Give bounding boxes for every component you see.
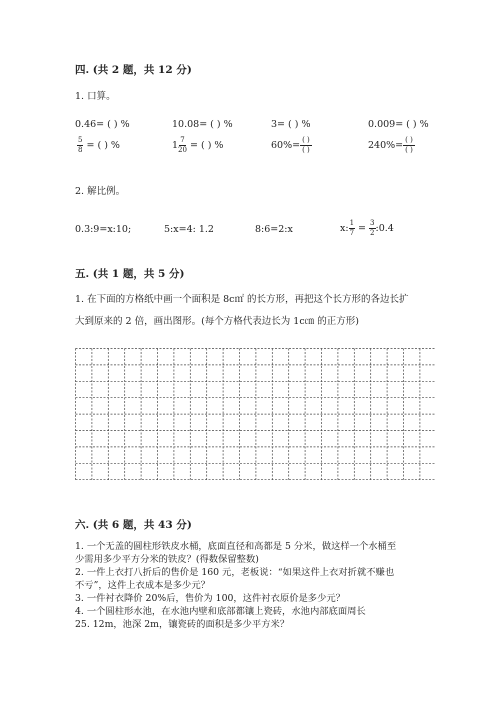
problem-line: 少需用多少平方分米的铁皮？(得数保留整数) (75, 554, 259, 565)
ratio-3: 8:6=2:x (255, 224, 293, 235)
denominator: ( ) (302, 146, 310, 154)
calc-1: 0.46= ( ) % (75, 119, 130, 130)
section5-line1: 1. 在下面的方格纸中画一个面积是 8c㎡ 的长方形，再把这个长方形的各边长扩 (75, 294, 409, 305)
problem-line: 3. 一件衬衣降价 20%后，售价为 100，这件衬衣原价是多少元？ (75, 593, 345, 604)
fraction-blank (403, 137, 415, 154)
section5-line2: 大到原来的 2 倍，画出图形。(每个方格代表边长为 1c㎝ 的正方形) (75, 316, 359, 327)
section4-heading: 四. (共 2 题，共 12 分) (75, 64, 192, 76)
fraction (178, 137, 187, 154)
section6-heading: 六. (共 6 题，共 43 分) (75, 519, 192, 531)
problem-line: 不亏”，这件上衣成本是多少元？ (75, 580, 210, 591)
ratio-4 (340, 220, 394, 237)
denominator: 2 (370, 229, 375, 237)
problem-line: 2. 一件上衣打八折后的售价是 160 元，老板说：“如果这件上衣对折就不赚也 (75, 567, 395, 578)
denominator: 8 (78, 146, 83, 154)
denominator: 7 (349, 229, 355, 237)
calc-6 (172, 137, 223, 154)
q2-title: 2. 解比例。 (75, 186, 126, 197)
ratio-1: 0.3:9=x:10; (75, 224, 132, 235)
numerator: 7 (180, 136, 185, 144)
problem-line: 4. 一个圆柱形水池，在水池内壁和底部都镶上瓷砖，水池内部底面周长 (75, 606, 366, 617)
numerator: 5 (78, 136, 83, 144)
calc-7 (271, 137, 312, 154)
expr-left: 240%= (368, 140, 404, 151)
ratio-2: 5:x=4: 1.2 (164, 224, 214, 235)
calc-2: 10.08= ( ) % (172, 119, 233, 130)
calc-5 (77, 137, 120, 154)
calc-4: 0.009= ( ) % (368, 119, 429, 130)
expr-right: :0.4 (375, 223, 394, 234)
denominator: ( ) (405, 146, 413, 154)
expr-left: 60%= (271, 140, 301, 151)
equals: = (355, 223, 370, 234)
numerator: ( ) (302, 136, 310, 144)
q1-title: 1. 口算。 (75, 91, 116, 102)
expr-rest: = ( ) % (186, 140, 224, 151)
square-grid[interactable] (75, 348, 435, 481)
whole-part: 1 (172, 140, 179, 151)
fraction-blank (300, 137, 312, 154)
problem-line: 1. 一个无盖的圆柱形铁皮水桶，底面直径和高都是 5 分米，做这样一个水桶至 (75, 541, 397, 552)
numerator: 1 (349, 219, 355, 227)
calc-8 (368, 137, 415, 154)
expr-rest: = ( ) % (83, 140, 120, 151)
section5-heading: 五. (共 1 题，共 5 分) (75, 268, 185, 280)
calc-3: 3= ( ) % (271, 119, 311, 130)
problem-line: 25. 12m，池深 2m，镶瓷砖的面积是多少平方米？ (75, 619, 290, 630)
numerator: 3 (370, 219, 375, 227)
word-problems (75, 540, 396, 631)
denominator: 20 (178, 146, 187, 154)
numerator: ( ) (405, 136, 413, 144)
expr-left: x: (340, 223, 349, 234)
